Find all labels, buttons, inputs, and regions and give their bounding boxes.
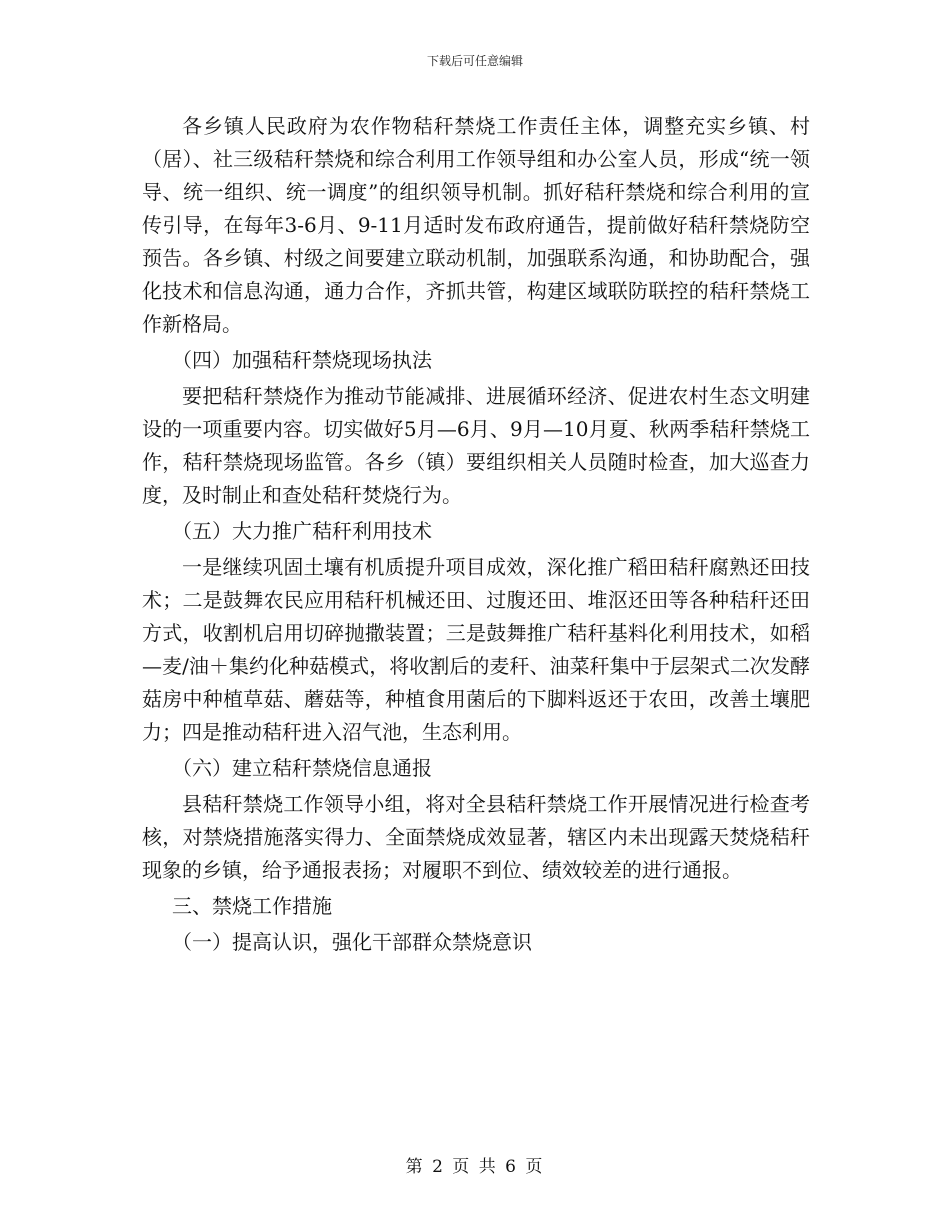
paragraph-3: 一是继续巩固土壤有机质提升项目成效，深化推广稻田秸秆腐熟还田技术；二是鼓舞农民应用秸秆机械还田、过腹还田、堆沤还田等各种秸秆还田方式，收割机启用切碎抛撒装置；三是鼓舞推广秸秆基料化利用技术，如稻—麦/油＋集约化种菇模式，将收割后的麦秆、油菜秆集中于层架式二次发酵菇房中种植草菇、蘑菇等，种植食用菌后的下脚料返还于农田，改善土壤肥力；四是推动秸秆进入沼气池，生态利用。	[142, 555, 810, 744]
section-heading-1: （一）提高认识，强化干部群众禁烧意识	[172, 930, 532, 954]
section-heading-4: （四）加强秸秆禁烧现场执法	[172, 348, 432, 372]
paragraph-2: 要把秸秆禁烧作为推动节能减排、进展循环经济、促进农村生态文明建设的一项重要内容。切实做好5月—6月、9月—10月夏、秋两季秸秆禁烧工作，秸秆禁烧现场监管。各乡（镇）要组织相关人员随时检查，加大巡查力度，及时制止和查处秸秆焚烧行为。	[142, 384, 810, 507]
page-number-footer: 第 2 页 共 6 页	[405, 1157, 545, 1177]
chapter-heading-3: 三、禁烧工作措施	[172, 894, 332, 918]
paragraph-1: 各乡镇人民政府为农作物秸秆禁烧工作责任主体，调整充实乡镇、村（居）、社三级秸秆禁烧和综合利用工作领导组和办公室人员，形成“统一领导、统一组织、统一调度”的组织领导机制。抓好秸秆禁烧和综合利用的宣传引导，在每年3-6月、9-11月适时发布政府通告，提前做好秸秆禁烧防空预告。各乡镇、村级之间要建立联动机制，加强联系沟通，和协助配合，强化技术和信息沟通，通力合作，齐抓共管，构建区域联防联控的秸秆禁烧工作新格局。	[142, 114, 810, 336]
paragraph-4: 县秸秆禁烧工作领导小组，将对全县秸秆禁烧工作开展情况进行检查考核，对禁烧措施落实得力、全面禁烧成效显著，辖区内未出现露天焚烧秸秆现象的乡镇，给予通报表扬；对履职不到位、绩效较差的进行通报。	[142, 792, 810, 882]
section-heading-6: （六）建立秸秆禁烧信息通报	[172, 756, 432, 780]
page-header: 下载后可任意编辑	[426, 54, 523, 68]
section-heading-5: （五）大力推广秸秆利用技术	[172, 519, 432, 543]
document-body	[142, 110, 810, 962]
